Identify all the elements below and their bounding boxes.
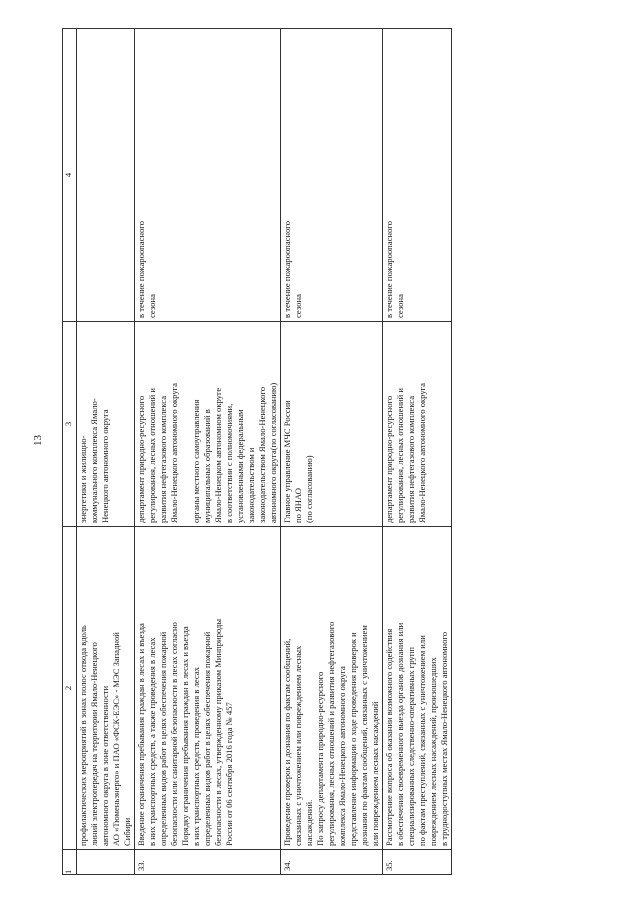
action-cell — [383, 527, 452, 850]
term-cell — [281, 29, 383, 322]
action-cell-line: По запросу департамента природно-ресурсного — [315, 671, 325, 846]
action-cell-line: в труднодоступных местах Ямало-Ненецкого автономного — [439, 631, 449, 846]
action-cell-line: связанных с уничтожением или повреждением лесных — [293, 645, 303, 846]
column-header-4: 4 — [63, 29, 77, 322]
action-cell-line: определенных видов работ в целях обеспечения пожарной — [158, 631, 168, 846]
term-cell-line: сезона — [147, 294, 157, 318]
row-number: 35. — [383, 850, 452, 875]
table-row — [135, 29, 281, 875]
responsible-cell-line: Ямало-Ненецкого автономного округа — [169, 383, 179, 523]
action-cell-line: линий электропередач на территории Ямало-Ненецкого — [89, 642, 99, 846]
column-header-3: 3 — [63, 322, 77, 527]
responsible-cell-line: Ненецкого автономного округа — [100, 409, 110, 523]
responsible-cell — [77, 322, 135, 527]
term-cell-line: в течение пожароопасного — [136, 221, 146, 318]
action-cell-line: Проведение проверок и дознания по фактам сообщений, — [282, 638, 292, 846]
responsible-cell — [383, 322, 452, 527]
action-cell-line: автономного округа в зоне ответственности — [100, 685, 110, 846]
measures-table — [62, 28, 452, 875]
column-number-row — [63, 29, 77, 875]
action-cell-line: безопасности в лесах, утвержденному приказом Минприроды — [213, 618, 223, 846]
responsible-cell-line: энергетики и жилищно- — [78, 435, 88, 523]
action-cell-line: Рассмотрение вопроса об оказании возможного содействия — [384, 628, 394, 846]
responsible-cell-line: в соответствии с полномочиями, — [224, 403, 234, 523]
term-cell-line: в течение пожароопасного — [282, 221, 292, 318]
term-cell-line: сезона — [395, 294, 405, 318]
responsible-cell-line: органы местного самоуправления — [191, 399, 201, 523]
responsible-cell-line: развития нефтегазового комплекса — [406, 395, 416, 523]
term-cell-line: в течение пожароопасного — [384, 221, 394, 318]
action-cell-line: АО «Тюменьэнерго» и ПАО «ФСК-ЕЭС» - МЭС Западной — [111, 632, 121, 846]
column-header-2: 2 — [63, 527, 77, 850]
responsible-cell-line: регулирования, лесных отношений и — [147, 387, 157, 523]
action-cell-line: Введение ограничения пребывания граждан в лесах и въезда — [136, 623, 146, 846]
action-cell-line: безопасности или санитарной безопасности в лесах согласно — [169, 622, 179, 846]
responsible-cell-line: (по согласованию) — [304, 455, 314, 523]
responsible-cell-line: законодательством Ямало-Ненецкого — [257, 386, 267, 523]
action-cell — [281, 527, 383, 850]
rotated-table-sheet — [62, 33, 570, 875]
action-cell-line: дознания по фактам сообщений, связанных с уничтожением — [359, 625, 369, 846]
row-number — [77, 850, 135, 875]
responsible-cell-line: департамент природно-ресурсного — [136, 395, 146, 523]
action-cell-line: в них транспортных средств, а также проведения в лесах — [147, 637, 157, 846]
page-number: 13 — [32, 435, 44, 446]
action-cell-line: представление информации о ходе проведения проверок и — [348, 632, 358, 846]
action-cell-line: повреждением лесных насаждений, произошедших — [428, 657, 438, 846]
action-cell — [77, 527, 135, 850]
responsible-cell-line: развития нефтегазового комплекса — [158, 395, 168, 523]
action-cell-line: регулирования, лесных отношений и развития нефтегазового — [326, 621, 336, 846]
responsible-cell-line: законодательством и — [246, 447, 256, 523]
action-cell-line: профилактических мероприятий в зонах полос отвода вдоль — [78, 625, 88, 846]
responsible-cell — [281, 322, 383, 527]
action-cell-line: России от 06 сентября 2016 года № 457 — [224, 702, 234, 846]
term-cell — [135, 29, 281, 322]
table-row — [281, 29, 383, 875]
responsible-cell — [135, 322, 281, 527]
responsible-cell-line: по ЯНАО — [293, 488, 303, 523]
term-cell — [383, 29, 452, 322]
responsible-cell-line — [180, 325, 191, 523]
action-cell-line: или повреждением лесных насаждений — [370, 701, 380, 846]
action-cell-line: по фактам преступлений, связанных с уничтожением или — [417, 635, 427, 846]
responsible-cell-line: коммунального комплекса Ямало- — [89, 398, 99, 523]
action-cell-line: Порядку ограничения пребывания граждан в лесах и въезда — [180, 626, 190, 846]
responsible-cell-line: Ямало-Ненецком автономном округе — [213, 387, 223, 523]
action-cell — [135, 527, 281, 850]
action-cell-line: насаждений. — [304, 799, 314, 846]
responsible-cell-line: муниципальных образований в — [202, 409, 212, 523]
row-number: 33. — [135, 850, 281, 875]
responsible-cell-line: Ямало-Ненецкого автономного округа — [417, 383, 427, 523]
action-cell-line: специализированных следственно-оперативных групп — [406, 647, 416, 846]
responsible-cell-line: автономного округа(по согласованию) — [268, 382, 278, 523]
term-cell-line: сезона — [293, 294, 303, 318]
responsible-cell-line: департамент природно-ресурсного — [384, 395, 394, 523]
responsible-cell-line: регулирования, лесных отношений и — [395, 387, 405, 523]
responsible-cell-line: Главное управление МЧС России — [282, 400, 292, 523]
term-cell — [77, 29, 135, 322]
table-row — [77, 29, 135, 875]
action-cell-line: в обеспечении своевременного выезда органов дознания или — [395, 622, 405, 846]
column-header-1: 1 — [63, 850, 77, 875]
responsible-cell-line: установленными федеральным — [235, 409, 245, 523]
action-cell-line: определенных видов работ в целях обеспечения пожарной — [202, 631, 212, 846]
action-cell-line: в них транспортных средств, проведения в лесах — [191, 667, 201, 846]
row-number: 34. — [281, 850, 383, 875]
table-row — [383, 29, 452, 875]
action-cell-line: комплекса Ямало-Ненецкого автономного округа — [337, 666, 347, 846]
action-cell-line: Сибири — [122, 817, 132, 846]
